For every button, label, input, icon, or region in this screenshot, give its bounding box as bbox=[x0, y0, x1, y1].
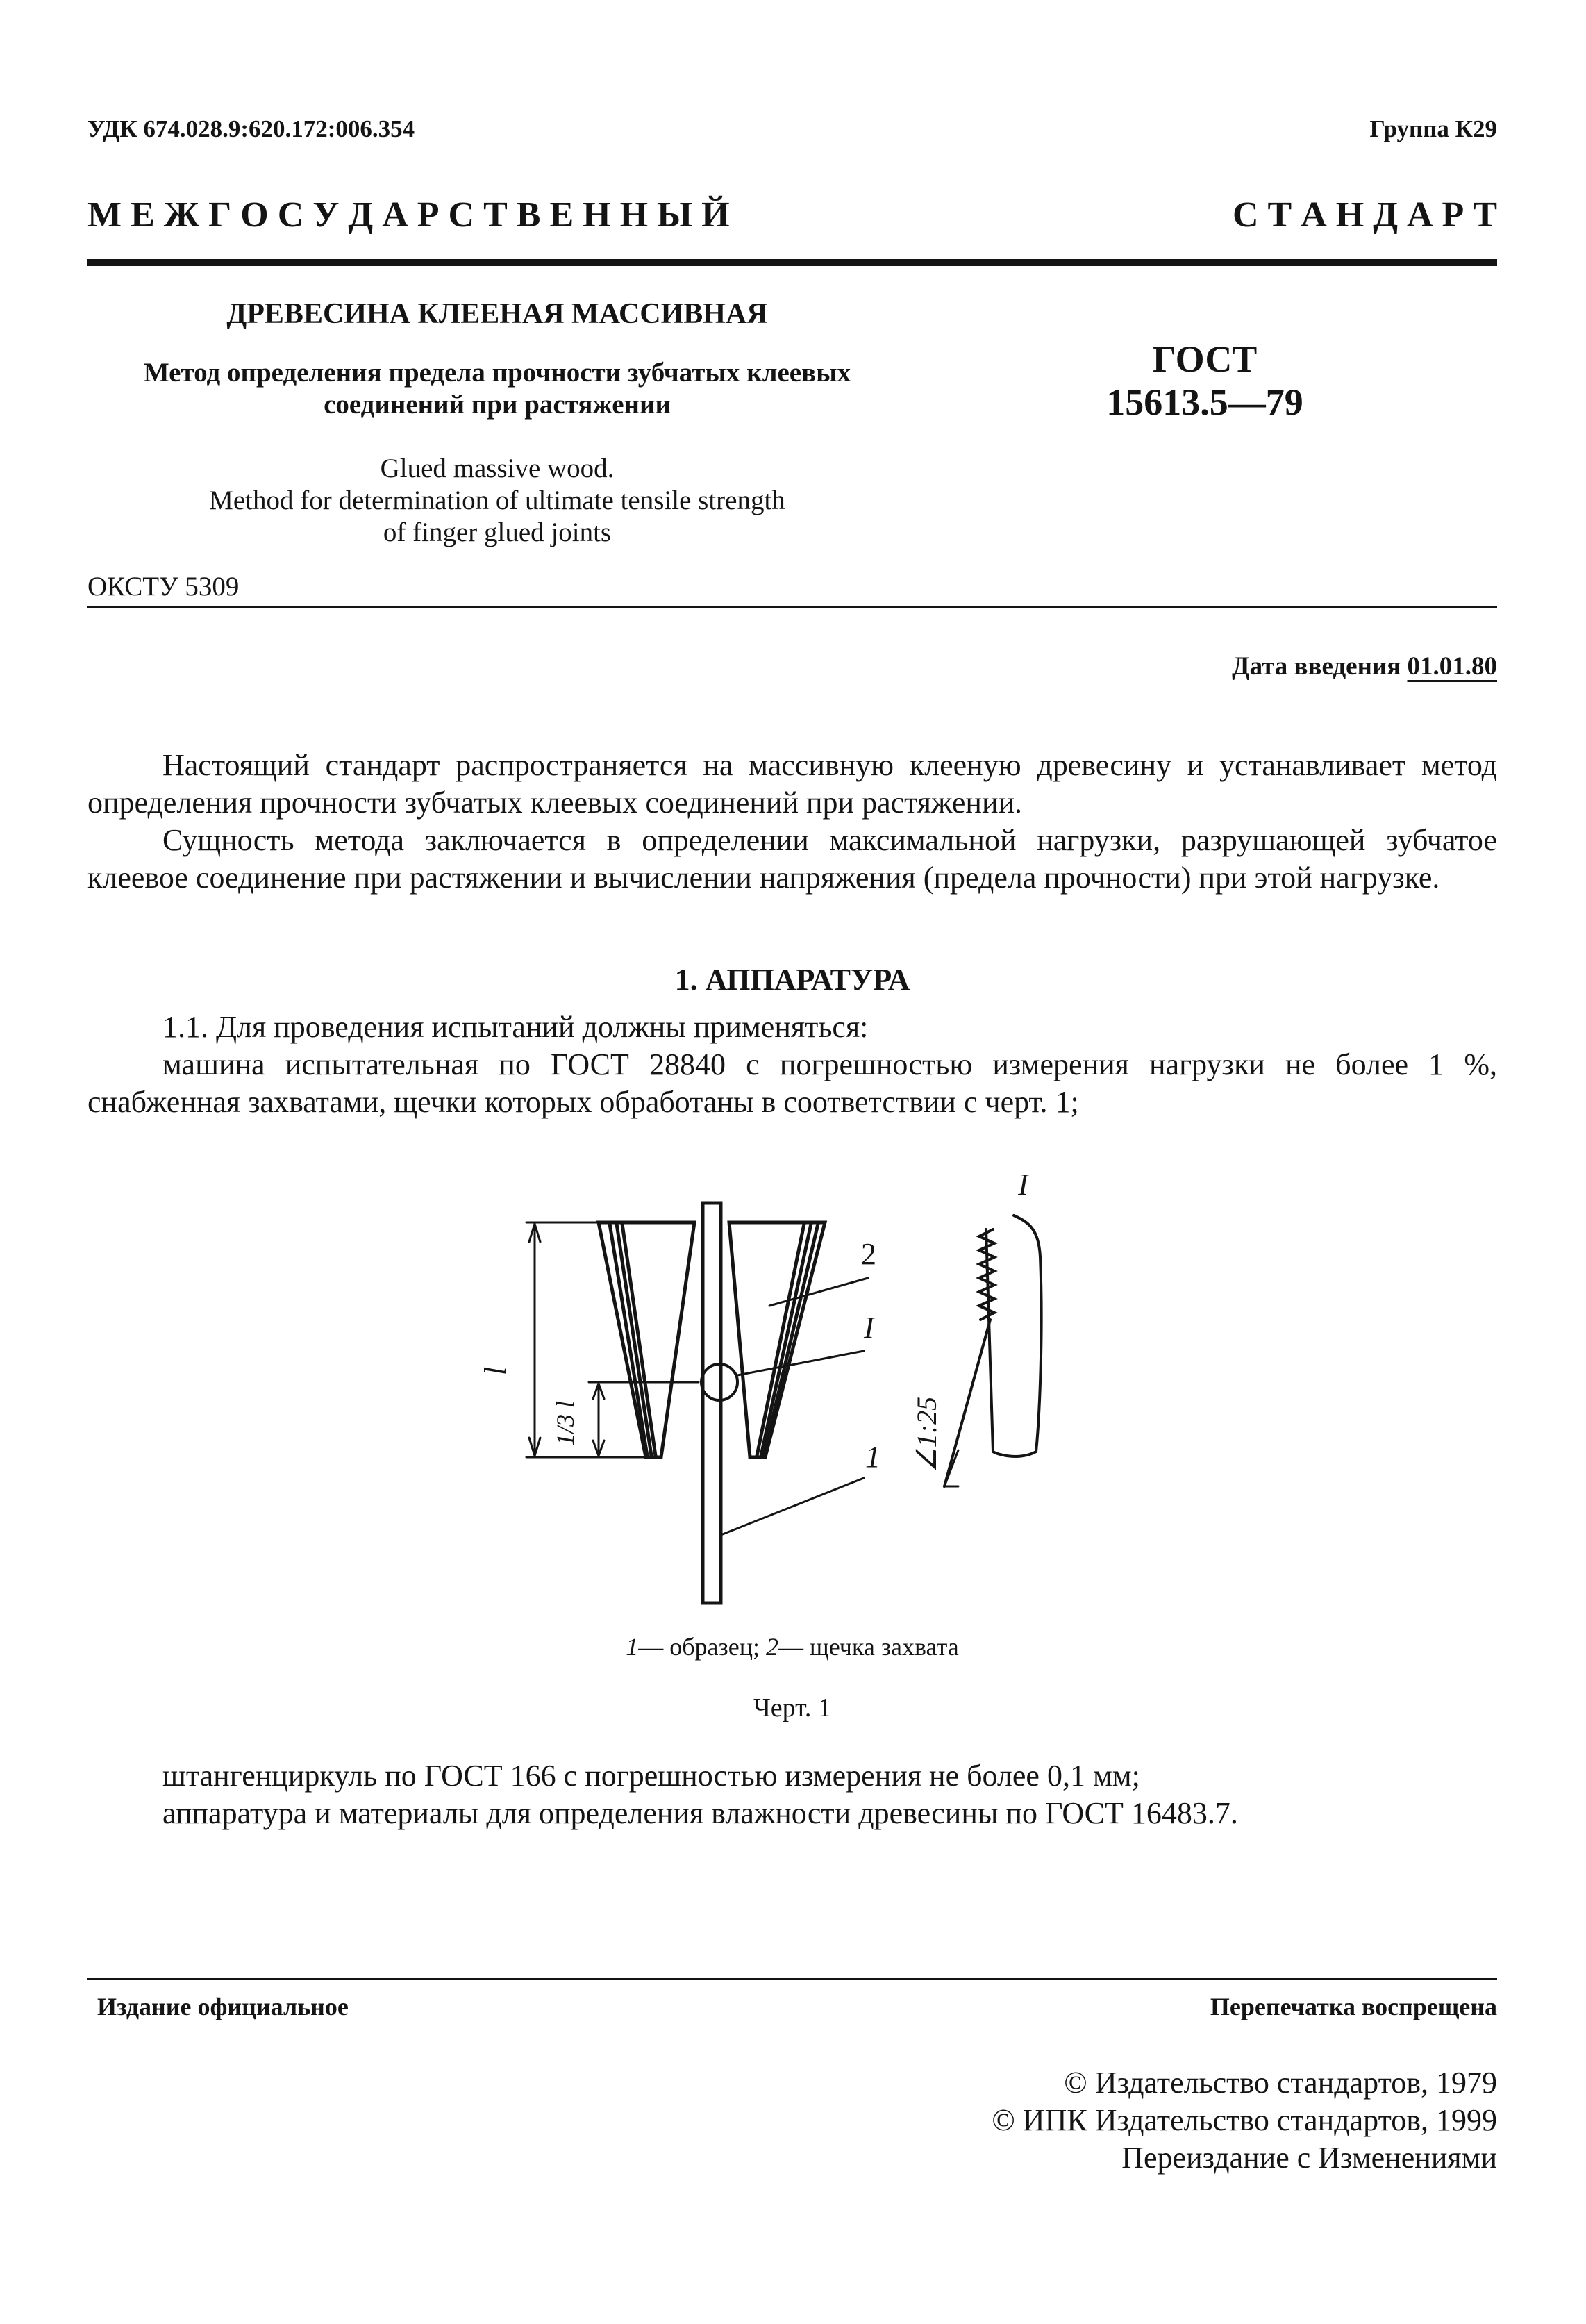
label-third-l: 1/3 l bbox=[551, 1400, 579, 1446]
clause-1-1: 1.1. Для проведения испытаний должны применяться: bbox=[162, 1010, 869, 1044]
caption-text-2: — щечка захвата bbox=[778, 1633, 959, 1661]
title-subtitle bbox=[87, 357, 907, 421]
gost-label: ГОСТ bbox=[1152, 338, 1258, 380]
okstu-code: ОКСТУ 5309 bbox=[87, 572, 240, 601]
okstu-rule bbox=[87, 606, 1497, 608]
section-title-apparatus: 1. АППАРАТУРА bbox=[674, 963, 910, 997]
specimen-bar bbox=[703, 1203, 721, 1603]
group-code: Группа К29 bbox=[1369, 115, 1497, 142]
copyright-1999: © ИПК Издательство стандартов, 1999 bbox=[992, 2103, 1497, 2137]
intro-paragraph-2: Сущность метода заключается в определении максимальной нагрузки, разрушающей зубчатое клеевое соединение при растяжении и вычислении напряжения (предела прочности) при этой нагрузке. bbox=[87, 823, 1497, 895]
label-1: 1 bbox=[865, 1440, 880, 1474]
banner-standard: С Т А Н Д А Р Т bbox=[1232, 195, 1497, 235]
english-line-3: of finger glued joints bbox=[383, 517, 612, 547]
subtitle-line-2: соединений при растяжении bbox=[324, 390, 671, 420]
intro-paragraph-1: Настоящий стандарт распространяется на массивную клееную древесину и устанавливает метод определения прочности зубчатых клеевых соединений при растяжении. bbox=[87, 748, 1497, 820]
english-line-1: Glued massive wood. bbox=[380, 454, 615, 483]
detail-jaw-profile bbox=[986, 1215, 1042, 1456]
label-l: l bbox=[478, 1366, 512, 1375]
banner-interstate: М Е Ж Г О С У Д А Р С Т В Е Н Н Ы Й bbox=[87, 195, 730, 235]
copyright-1979: © Издательство стандартов, 1979 bbox=[1064, 2066, 1497, 2100]
standard-banner bbox=[87, 194, 1497, 235]
intro-date bbox=[1232, 651, 1497, 681]
label-I: I bbox=[864, 1311, 874, 1345]
figure-1-drawing bbox=[444, 1146, 1083, 1625]
subtitle-line-1: Метод определения предела прочности зубчатых клеевых bbox=[143, 358, 851, 388]
header-rule bbox=[87, 259, 1497, 266]
intro-date-label: Дата введения bbox=[1232, 652, 1401, 681]
intro-text bbox=[87, 747, 1497, 897]
figure-caption bbox=[87, 1632, 1497, 1661]
intro-date-value: 01.01.80 bbox=[1407, 652, 1497, 681]
label-detail-I: I bbox=[1018, 1168, 1028, 1202]
udk-code: УДК 674.028.9:620.172:006.354 bbox=[87, 115, 415, 142]
gost-number: 15613.5—79 bbox=[1106, 381, 1303, 423]
caption-num-2: 2 bbox=[766, 1633, 778, 1661]
label-slope: ∠1:25 bbox=[911, 1396, 942, 1472]
caption-num-1: 1 bbox=[626, 1633, 639, 1661]
caliper-item: штангенциркуль по ГОСТ 166 с погрешностью измерения не более 0,1 мм; bbox=[162, 1759, 1140, 1793]
apparatus-text bbox=[87, 1009, 1497, 1121]
label-2: 2 bbox=[861, 1237, 876, 1271]
moisture-item: аппаратура и материалы для определения влажности древесины по ГОСТ 16483.7. bbox=[162, 1796, 1238, 1830]
reissue-note: Переиздание с Изменениями bbox=[1121, 2141, 1497, 2175]
title-main: ДРЕВЕСИНА КЛЕЕНАЯ МАССИВНАЯ bbox=[226, 298, 768, 330]
clause-machine: машина испытательная по ГОСТ 28840 с погрешностью измерения нагрузки не более 1 %, снабженная захватами, щечки которых обработаны в соответствии с черт. 1; bbox=[87, 1047, 1497, 1119]
gost-designation bbox=[1042, 338, 1368, 424]
footer-rule bbox=[87, 1978, 1497, 1980]
copyright-block bbox=[992, 2064, 1497, 2177]
apparatus-list-continued bbox=[87, 1757, 1497, 1832]
figure-title: Черт. 1 bbox=[753, 1693, 831, 1723]
official-edition: Издание официальное bbox=[97, 1993, 349, 2020]
reprint-prohibited: Перепечатка воспрещена bbox=[1210, 1993, 1497, 2020]
english-line-2: Method for determination of ultimate tensile strength bbox=[209, 485, 785, 515]
title-english bbox=[87, 453, 907, 549]
caption-text-1: — образец; bbox=[638, 1633, 760, 1661]
